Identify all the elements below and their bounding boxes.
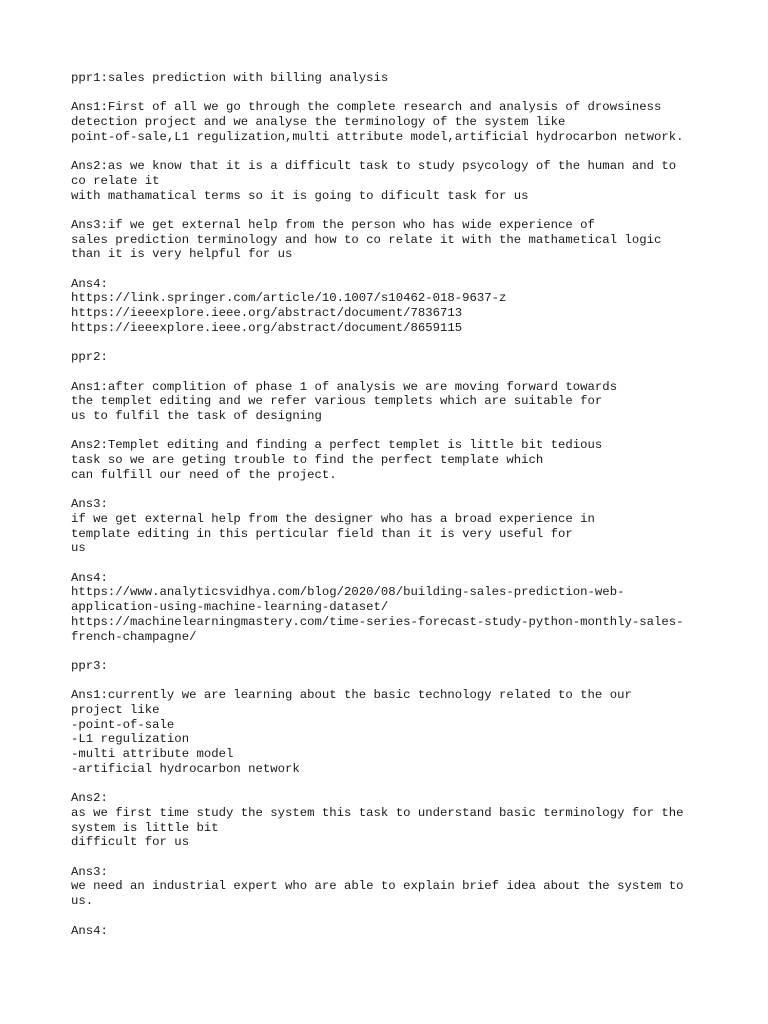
text-line: the templet editing and we refer various templets which are suitable for xyxy=(71,394,603,409)
text-line: can fulfill our need of the project. xyxy=(71,467,337,482)
text-line: sales prediction terminology and how to co relate it with the mathametical logic xyxy=(71,232,662,247)
text-line: difficult for us xyxy=(71,835,190,850)
text-line: https://ieeexplore.ieee.org/abstract/document/8659115 xyxy=(71,320,463,335)
text-line: -L1 regulization xyxy=(71,732,190,747)
text-line: us. xyxy=(71,894,94,909)
text-paragraph xyxy=(71,159,711,203)
text-paragraph xyxy=(71,350,711,365)
text-line: Ans2: xyxy=(71,791,108,806)
text-paragraph xyxy=(71,438,711,482)
text-line: french-champagne/ xyxy=(71,629,197,644)
text-paragraph xyxy=(71,218,711,262)
text-line: if we get external help from the designer who has a broad experience in xyxy=(71,511,595,526)
text-line: ppr1:sales prediction with billing analysis xyxy=(71,71,389,85)
text-line: Ans2:Templet editing and finding a perfect templet is little bit tedious xyxy=(71,438,603,453)
text-paragraph xyxy=(71,497,711,556)
text-line: https://machinelearningmastery.com/time-series-forecast-study-python-monthly-sales- xyxy=(71,614,684,629)
text-line: Ans2:as we know that it is a difficult task to study psycology of the human and to xyxy=(71,159,677,174)
text-line: us xyxy=(71,541,86,556)
text-line: we need an industrial expert who are able to explain brief idea about the system to xyxy=(71,879,684,894)
document-page xyxy=(71,71,711,953)
text-paragraph xyxy=(71,277,711,336)
text-line: co relate it xyxy=(71,173,160,188)
text-line: -multi attribute model xyxy=(71,747,234,762)
text-line: system is little bit xyxy=(71,820,219,835)
text-line: application-using-machine-learning-dataset/ xyxy=(71,600,389,615)
text-line: template editing in this perticular field than it is very useful for xyxy=(71,526,573,541)
text-paragraph xyxy=(71,791,711,850)
text-line: -point-of-sale xyxy=(71,717,175,732)
text-line: project like xyxy=(71,703,160,718)
text-line: Ans3: xyxy=(71,864,108,879)
text-line: detection project and we analyse the terminology of the system like xyxy=(71,115,566,130)
text-line: Ans1:First of all we go through the complete research and analysis of drowsiness xyxy=(71,100,662,115)
text-line: https://link.springer.com/article/10.1007/s10462-018-9637-z xyxy=(71,291,507,306)
text-paragraph xyxy=(71,571,711,645)
text-paragraph xyxy=(71,100,711,144)
text-line: Ans1:currently we are learning about the basic technology related to the our xyxy=(71,688,632,703)
text-line: than it is very helpful for us xyxy=(71,247,293,262)
text-paragraph xyxy=(71,924,711,939)
text-paragraph xyxy=(71,659,711,674)
text-line: Ans4: xyxy=(71,276,108,291)
text-line: task so we are geting trouble to find the perfect template which xyxy=(71,453,544,468)
text-line: us to fulfil the task of designing xyxy=(71,409,322,424)
text-line: with mathamatical terms so it is going to dificult task for us xyxy=(71,188,529,203)
text-paragraph xyxy=(71,71,711,86)
text-line: Ans3: xyxy=(71,497,108,512)
text-line: https://www.analyticsvidhya.com/blog/2020/08/building-sales-prediction-web- xyxy=(71,585,625,600)
text-paragraph xyxy=(71,688,711,776)
text-paragraph xyxy=(71,380,711,424)
text-line: https://ieeexplore.ieee.org/abstract/document/7836713 xyxy=(71,306,463,321)
text-paragraph xyxy=(71,865,711,909)
text-line: Ans1:after complition of phase 1 of analysis we are moving forward towards xyxy=(71,379,618,394)
text-line: point-of-sale,L1 regulization,multi attribute model,artificial hydrocarbon network. xyxy=(71,129,684,144)
text-line: Ans3:if we get external help from the person who has wide experience of xyxy=(71,217,595,232)
text-line: as we first time study the system this task to understand basic terminology for the xyxy=(71,805,684,820)
text-line: -artificial hydrocarbon network xyxy=(71,761,300,776)
text-line: Ans4: xyxy=(71,570,108,585)
text-line: ppr3: xyxy=(71,658,108,673)
text-line: ppr2: xyxy=(71,350,108,365)
text-line: Ans4: xyxy=(71,923,108,938)
